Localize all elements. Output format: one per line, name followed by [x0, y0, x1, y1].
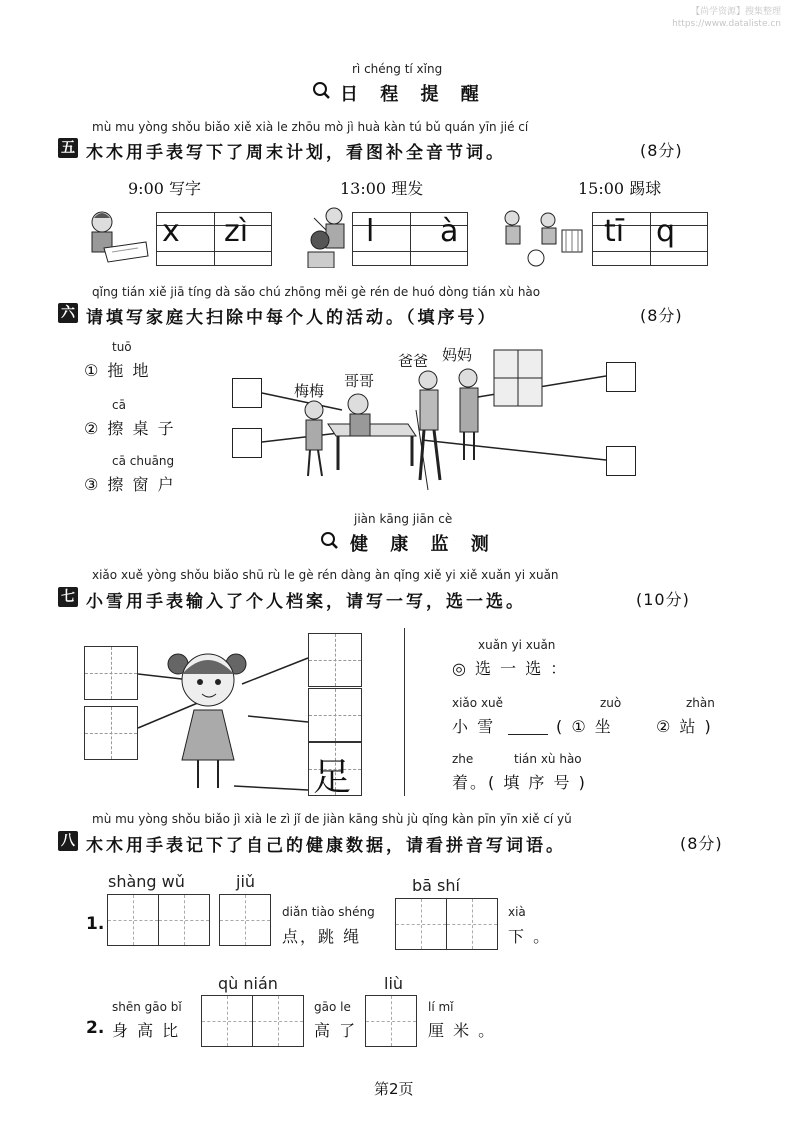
s7-given-char: 足: [313, 755, 352, 799]
label-gege: 哥哥: [344, 372, 375, 390]
s7-tail: 着。( 填 序 号 ): [452, 773, 587, 792]
s7-blank[interactable]: [508, 734, 548, 735]
s5-syllable-3b: q: [656, 214, 676, 249]
s8-q1-end-pinyin: xià: [508, 905, 526, 919]
s8-q2-mid-pinyin: gāo le: [314, 1000, 351, 1014]
s8-q1-pinyin-b: jiǔ: [236, 872, 256, 891]
magnifier-icon: [320, 531, 340, 555]
s8-pinyin: mù mu yòng shǒu biǎo jì xià le zì jǐ de jiàn kāng shù jù qǐng kàn pīn yīn xiě cí yǔ: [92, 812, 572, 826]
watermark: [672, 6, 781, 30]
s7-opt1: ( ① 坐: [556, 717, 613, 736]
s5-time-1: 9:00 写字: [128, 179, 202, 198]
s8-q1-end: 下 。: [508, 927, 552, 946]
s5-syllable-1a: x: [162, 214, 180, 249]
watermark-line1: 【尚学资源】搜集整理: [690, 7, 781, 17]
s7-name: 小 雪: [452, 717, 496, 736]
s5-question: 木木用手表写下了周末计划，看图补全音节词。: [86, 143, 506, 163]
girl-illustration: [138, 640, 310, 804]
label-baba: 爸爸: [398, 352, 429, 370]
s6-opt1-pinyin: tuō: [112, 340, 132, 354]
s7-choose-head-pinyin: xuǎn yi xuǎn: [478, 638, 556, 652]
s8-q1-pinyin-c: bā shí: [412, 876, 460, 895]
s6-opt3-pinyin: cā chuāng: [112, 454, 175, 468]
s6-option-2: ② 擦 桌 子: [84, 419, 176, 438]
s8-q2-number: 2.: [86, 1018, 105, 1038]
page-number: 第2页: [374, 1080, 414, 1098]
s7-opt2: ② 站 ): [656, 717, 713, 736]
s5-syllable-3a: tī: [604, 214, 625, 249]
s6-badge: 六: [58, 303, 78, 323]
s5-badge: 五: [58, 138, 78, 158]
magnifier-icon: [312, 81, 332, 105]
s7-opt2-pinyin: zhàn: [686, 696, 715, 710]
s6-pinyin: qǐng tián xiě jiā tíng dà sǎo chú zhōng měi gè rén de huó dòng tián xù hào: [92, 285, 541, 299]
s8-q2-mid: 高 了: [314, 1021, 358, 1040]
football-illustration: [498, 206, 584, 272]
s7-badge: 七: [58, 587, 78, 607]
s8-q2-lead: 身 高 比: [112, 1021, 181, 1040]
s7-choose-head: ◎ 选 一 选 ：: [452, 659, 569, 678]
s8-q1-grid-a[interactable]: [108, 894, 210, 946]
s8-q1-mid: 点，跳 绳: [282, 927, 362, 946]
label-mama: 妈妈: [442, 346, 473, 364]
label-meimei: 梅梅: [294, 382, 325, 400]
s5-syllable-2b: à: [440, 214, 459, 249]
s7-grid-left-1[interactable]: [84, 646, 138, 700]
s5-time-2: 13:00 理发: [340, 179, 424, 198]
s8-q2-pinyin-a: qù nián: [218, 974, 278, 993]
s7-grid-left-2[interactable]: [84, 706, 138, 760]
s6-question: 请填写家庭大扫除中每个人的活动。（填序号）: [86, 308, 498, 328]
s5-syllable-1b: zì: [224, 214, 249, 249]
s8-q1-mid-pinyin: diǎn tiào shéng: [282, 905, 375, 919]
s8-q1-grid-b[interactable]: [220, 894, 271, 946]
boy-writing-illustration: [82, 208, 150, 272]
heading1-title: 日 程 提 醒: [340, 84, 487, 105]
s8-q2-end-pinyin: lí mǐ: [428, 1000, 454, 1014]
s7-opt1-pinyin: zuò: [600, 696, 622, 710]
s7-score: (10分): [636, 590, 690, 609]
s8-q2-pinyin-b: liù: [384, 974, 404, 993]
s8-q2-grid-a[interactable]: [202, 995, 304, 1047]
answer-box-meimei[interactable]: [232, 378, 262, 408]
s7-tail-pinyin-1: zhe: [452, 752, 474, 766]
s8-score: (8分): [680, 834, 723, 853]
s8-question: 木木用手表记下了自己的健康数据，请看拼音写词语。: [86, 836, 566, 856]
s5-syllable-2a: l: [366, 214, 375, 249]
s6-score: (8分): [640, 306, 683, 325]
watermark-line2: https://www.dataliste.cn: [672, 19, 781, 29]
s7-grid-right-2[interactable]: [308, 688, 362, 742]
answer-box-mama[interactable]: [606, 362, 636, 392]
s7-question: 小雪用手表输入了个人档案，请写一写，选一选。: [86, 592, 526, 612]
answer-box-baba[interactable]: [606, 446, 636, 476]
s8-q2-lead-pinyin: shēn gāo bǐ: [112, 1000, 182, 1014]
s7-tail-pinyin-2: tián xù hào: [514, 752, 582, 766]
s7-pinyin: xiǎo xuě yòng shǒu biǎo shū rù le gè rén dàng àn qǐng xiě yi xiě xuǎn yi xuǎn: [92, 568, 559, 582]
haircut-illustration: [300, 204, 352, 272]
s8-q2-end: 厘 米 。: [428, 1021, 497, 1040]
answer-box-gege[interactable]: [232, 428, 262, 458]
s7-name-pinyin: xiǎo xuě: [452, 696, 504, 710]
heading2-title: 健 康 监 测: [350, 534, 497, 555]
heading2-pinyin: jiàn kāng jiān cè: [354, 512, 453, 526]
s7-divider: [404, 628, 405, 796]
s5-score: (8分): [640, 141, 683, 160]
s8-q1-grid-c[interactable]: [396, 898, 498, 950]
s8-q1-number: 1.: [86, 914, 105, 934]
s8-q2-grid-b[interactable]: [366, 995, 417, 1047]
s6-opt2-pinyin: cā: [112, 398, 126, 412]
s5-pinyin: mù mu yòng shǒu biǎo xiě xià le zhōu mò jì huà kàn tú bǔ quán yīn jié cí: [92, 120, 529, 134]
s8-q1-pinyin-a: shàng wǔ: [108, 872, 185, 891]
heading1-pinyin: rì chéng tí xǐng: [352, 62, 443, 76]
cleaning-scene-illustration: [232, 340, 642, 504]
s7-grid-right-1[interactable]: [308, 633, 362, 687]
s5-time-3: 15:00 踢球: [578, 179, 662, 198]
s6-option-3: ③ 擦 窗 户: [84, 475, 176, 494]
s8-badge: 八: [58, 831, 78, 851]
s6-option-1: ① 拖 地: [84, 361, 151, 380]
